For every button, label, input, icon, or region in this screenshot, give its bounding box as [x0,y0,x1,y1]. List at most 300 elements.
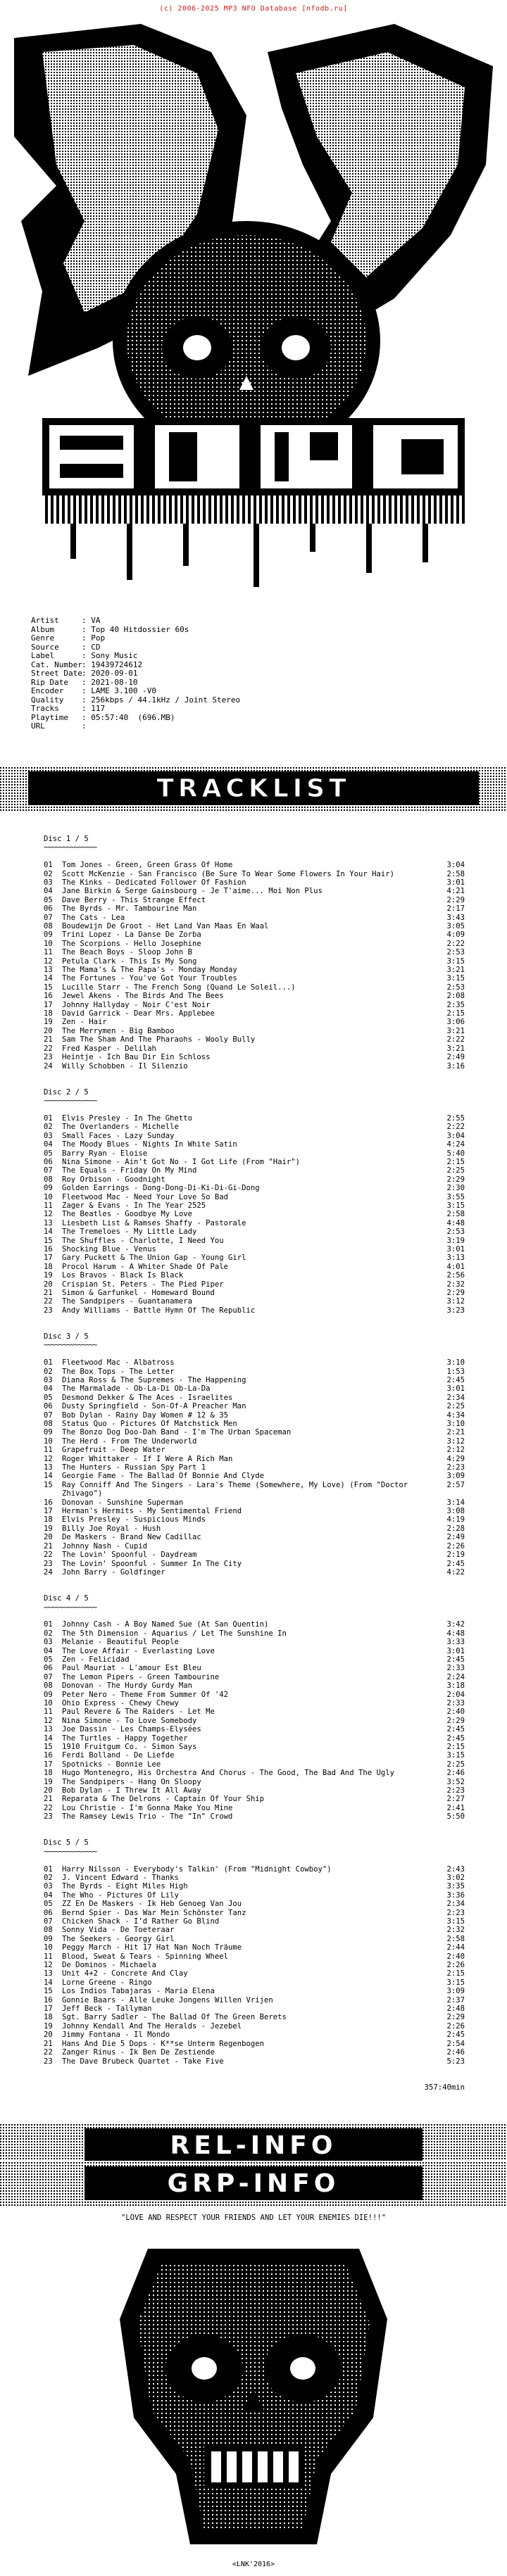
spacer [44,1856,465,1864]
track-row [44,1882,465,1890]
track-row [44,1027,465,1035]
track-number: 16 [44,1751,53,1760]
track-number: 05 [44,1393,53,1402]
track-row [44,1917,465,1926]
release-info-block [31,617,355,731]
track-duration: 2:22 [446,939,465,948]
track-row [44,1743,465,1751]
disc-underline: ~~~~~~~~~~~~~~ [44,1603,97,1612]
track-duration: 2:29 [446,1175,465,1184]
track-number: 21 [44,1035,53,1044]
track-duration: 2:58 [446,869,465,878]
track-number: 16 [44,992,53,1001]
track-row [44,1551,465,1559]
track-row [44,1184,465,1192]
track-duration: 4:24 [446,1140,465,1149]
track-duration: 2:28 [446,1524,465,1533]
info-value: VA [91,616,101,625]
track-number: 04 [44,1384,53,1394]
track-duration: 2:34 [446,1900,465,1909]
track-duration: 2:29 [446,1289,465,1297]
track-row [44,1132,465,1140]
track-title: Ferdi Bolland - De Liefde [62,1751,175,1760]
info-row: URL : [31,721,92,731]
track-number: 07 [44,1917,53,1926]
spacer [44,1830,465,1838]
track-row [44,1524,465,1533]
track-row [44,1725,465,1734]
track-number: 20 [44,1280,53,1289]
copyright-header [0,0,507,13]
track-duration: 3:15 [446,974,465,983]
track-row [44,1140,465,1149]
disc-underline: ~~~~~~~~~~~~~~ [44,1341,97,1350]
track-title: Simon & Garfunkel - Homeward Bound [62,1289,215,1297]
track-number: 08 [44,1420,53,1429]
track-row [44,1778,465,1786]
track-row [44,957,465,966]
track-title: Sgt. Barry Sadler - The Ballad Of The Green Berets [62,2013,287,2022]
track-row [44,1280,465,1289]
track-number: 13 [44,1969,53,1978]
track-number: 08 [44,1926,53,1935]
track-title: Billy Joe Royal - Hush [62,1524,161,1533]
track-duration: 2:26 [446,1541,465,1551]
disc-underline: ~~~~~~~~~~~~~~ [44,1847,97,1856]
track-row [44,1123,465,1131]
track-title: Gonnie Baars - Alle Leuke Jongens Willen Vrijen [62,1995,273,2004]
track-number: 01 [44,861,53,870]
track-duration: 2:15 [446,1157,465,1166]
track-title: Johnny Nash - Cupid [62,1541,148,1551]
track-row [44,1175,465,1184]
dripping-ink [42,495,465,587]
track-number: 04 [44,1140,53,1149]
track-number: 15 [44,1987,53,1996]
track-duration: 3:15 [446,956,465,966]
track-duration: 3:02 [446,1873,465,1882]
track-number: 09 [44,1184,53,1193]
track-number: 01 [44,1864,53,1874]
track-number: 19 [44,1777,53,1786]
track-number: 12 [44,1961,53,1970]
track-title: Donovan - The Hurdy Gurdy Man [62,1681,192,1691]
track-row [44,1455,465,1463]
track-row [44,1149,465,1158]
track-number: 21 [44,1795,53,1804]
track-number: 04 [44,1890,53,1900]
info-value: Pop [91,633,106,643]
info-value: 2021-08-10 [91,677,138,687]
track-duration: 2:30 [446,1184,465,1193]
track-number: 12 [44,1210,53,1219]
track-duration: 2:35 [446,1000,465,1009]
track-title: The Who - Pictures Of Lily [62,1890,179,1900]
track-number: 17 [44,1760,53,1769]
track-number: 20 [44,1026,53,1035]
track-title: The Moody Blues - Nights In White Satin [62,1140,237,1149]
track-row [44,1437,465,1446]
track-title: Bernd Spier - Das War Mein Schönster Tanz [62,1908,246,1917]
disc-section [44,1838,465,2083]
track-row [44,1647,465,1655]
spacer [44,1105,465,1113]
track-title: J. Vincent Edward - Thanks [62,1873,179,1882]
track-number: 09 [44,1428,53,1437]
track-row [44,1969,465,1978]
track-row [44,1158,465,1166]
track-row [44,1053,465,1061]
track-row [44,1673,465,1681]
track-row [44,930,465,939]
track-number: 06 [44,1402,53,1411]
spacer [44,1324,465,1332]
track-number: 05 [44,1900,53,1909]
track-title: The Cats - Lea [62,913,125,922]
track-title: The Dave Brubeck Quartet - Take Five [62,2057,224,2066]
track-row [44,1368,465,1376]
disc-section [44,835,465,1088]
track-duration: 3:04 [446,861,465,870]
track-row [44,1560,465,1568]
track-title: Peggy March - Hit 17 Hat Nan Noch Träume [62,1943,242,1952]
header-skull-artwork [0,10,507,594]
info-row: Tracks : 117 [31,704,106,713]
track-title: Bob Dylan - Rainy Day Women # 12 & 35 [62,1410,228,1420]
track-number: 19 [44,1271,53,1280]
track-row [44,1384,465,1393]
track-number: 03 [44,1375,53,1384]
rel-info-banner-text: REL-INFO [170,2131,337,2160]
track-title: Paul Revere & The Raiders - Let Me [62,1707,215,1717]
track-title: Liesbeth List & Ramses Shaffy - Pastorale [62,1218,246,1227]
track-row [44,2057,465,2066]
track-duration: 2:54 [446,2039,465,2048]
track-duration: 2:45 [446,1655,465,1664]
track-title: Zanger Rinus - Ik Ben De Zestiende [62,2048,215,2057]
info-key: Album [31,624,55,634]
track-number: 06 [44,1157,53,1166]
track-number: 16 [44,1244,53,1254]
track-number: 22 [44,2048,53,2057]
track-number: 13 [44,1218,53,1227]
track-number: 19 [44,2021,53,2031]
track-duration: 2:45 [446,1725,465,1734]
track-duration: 5:23 [446,2057,465,2066]
track-title: Diana Ross & The Supremes - The Happening [62,1375,246,1384]
track-number: 16 [44,1498,53,1507]
track-title: Ray Conniff And The Singers - Lara's Theme (Somewhere, My Love) (From "Doctor Zhivago") [62,1480,408,1498]
track-row [44,948,465,956]
track-row [44,870,465,878]
track-row [44,1717,465,1725]
info-row: Street Date : 2020-09-01 [31,669,138,678]
track-title: Zager & Evans - In The Year 2525 [62,1201,206,1210]
track-row [44,983,465,992]
spacer [44,1350,465,1358]
info-value: Sony Music [91,651,138,660]
track-duration: 2:53 [446,983,465,992]
track-number: 23 [44,1559,53,1568]
track-number: 08 [44,1175,53,1184]
track-number: 15 [44,1480,53,1489]
track-row [44,1263,465,1271]
track-row [44,1655,465,1664]
track-title: Elvis Presley - Suspicious Minds [62,1515,206,1524]
track-number: 20 [44,1533,53,1542]
track-row [44,1114,465,1123]
track-duration: 3:04 [446,1131,465,1140]
track-number: 05 [44,1655,53,1664]
track-number: 18 [44,1262,53,1271]
track-row [44,1961,465,1969]
track-title: Nina Simone - Ain't Got No - I Got Life (From "Hair") [62,1157,301,1166]
track-title: The Bonzo Dog Doo-Dah Band - I'm The Urban Spaceman [62,1428,292,1437]
track-row [44,2022,465,2031]
track-duration: 2:46 [446,2048,465,2057]
track-number: 21 [44,2039,53,2048]
track-number: 21 [44,1541,53,1551]
track-number: 03 [44,1882,53,1891]
track-row [44,1219,465,1227]
track-title: Petula Clark - This Is My Song [62,956,197,966]
info-value: CD [91,642,101,652]
track-number: 18 [44,1515,53,1524]
track-number: 21 [44,1289,53,1297]
track-number: 19 [44,1018,53,1027]
track-row [44,2040,465,2048]
track-title: The Shuffles - Charlotte, I Need You [62,1236,224,1245]
track-duration: 2:46 [446,1769,465,1778]
track-title: The Box Tops - The Letter [62,1367,175,1376]
track-number: 18 [44,2013,53,2022]
track-title: Bob Dylan - I Threw It All Away [62,1786,201,1795]
track-duration: 2:49 [446,1533,465,1542]
track-row [44,1044,465,1053]
track-row [44,1681,465,1690]
track-duration: 3:14 [446,1498,465,1507]
track-title: Boudewijn De Groot - Het Land Van Maas En Waal [62,922,269,931]
track-title: Blood, Sweat & Tears - Spinning Wheel [62,1952,228,1961]
track-duration: 2:23 [446,1463,465,1472]
track-title: Dusty Springfield - Son-Of-A Preacher Man [62,1402,246,1411]
track-duration: 2:45 [446,2031,465,2040]
track-number: 12 [44,956,53,966]
track-title: Jeff Beck - Tallyman [62,2004,152,2014]
info-key: Rip Date [31,677,68,687]
track-row [44,1707,465,1716]
disc-section [44,1594,465,1838]
track-number: 05 [44,895,53,904]
track-row [44,1542,465,1551]
track-duration: 2:41 [446,1803,465,1812]
track-row [44,1201,465,1210]
track-title: De Maskers - Brand New Cadillac [62,1533,201,1542]
track-duration: 5:50 [446,1812,465,1821]
track-number: 02 [44,869,53,878]
track-title: The Ramsey Lewis Trio - The "In" Crowd [62,1812,233,1821]
track-duration: 4:34 [446,1410,465,1420]
track-duration: 4:21 [446,887,465,896]
track-title: Johnny Cash - A Boy Named Sue (At San Quentin) [62,1620,269,1629]
track-title: The Marmalade - Ob-La-Di Ob-La-Da [62,1384,211,1394]
track-duration: 3:09 [446,1472,465,1481]
disc-title: Disc 5 / 5 [44,1838,89,1848]
track-row [44,1358,465,1367]
track-row [44,1227,465,1236]
track-title: Hugo Montenegro, His Orchestra And Chorus - The Good, The Bad And The Ugly [62,1769,394,1778]
track-number: 18 [44,1769,53,1778]
track-duration: 3:19 [446,1236,465,1245]
track-duration: 2:29 [446,895,465,904]
info-key: Street Date [31,669,82,678]
track-duration: 3:43 [446,913,465,922]
track-duration: 2:15 [446,1969,465,1978]
track-row [44,1952,465,1961]
info-key: Label [31,651,55,660]
track-duration: 3:15 [446,1751,465,1760]
track-duration: 3:09 [446,1987,465,1996]
track-row [44,1568,465,1577]
track-duration: 2:53 [446,1227,465,1237]
track-row [44,1394,465,1402]
track-number: 05 [44,1149,53,1158]
track-title: Fred Kasper - Delilah [62,1044,156,1053]
track-title: Scott McKenzie - San Francisco (Be Sure To Wear Some Flowers In Your Hair) [62,869,394,878]
track-duration: 4:48 [446,1629,465,1638]
track-number: 12 [44,1716,53,1725]
track-row [44,1210,465,1218]
track-duration: 2:34 [446,1393,465,1402]
track-title: Golden Earrings - Dong-Dong-Di-Ki-Di-Gi-Dong [62,1184,260,1193]
track-row [44,1289,465,1297]
track-duration: 3:12 [446,1297,465,1306]
track-duration: 2:15 [446,1742,465,1751]
track-duration: 3:16 [446,1061,465,1071]
track-title: Jane Birkin & Serge Gainsbourg - Je T'aime... Moi Non Plus [62,887,323,896]
track-number: 03 [44,1131,53,1140]
track-duration: 3:15 [446,1978,465,1987]
track-row [44,1751,465,1760]
track-duration: 2:44 [446,1943,465,1952]
track-title: John Barry - Goldfinger [62,1567,165,1577]
track-title: The Equals - Friday On My Mind [62,1166,197,1175]
track-title: Dave Berry - This Strange Effect [62,895,206,904]
track-duration: 2:08 [446,992,465,1001]
track-number: 14 [44,1734,53,1743]
track-duration: 2:56 [446,1271,465,1280]
info-value: 2020-09-01 [91,669,138,678]
track-row [44,1926,465,1934]
track-title: Spotnicks - Bonnie Lee [62,1760,161,1769]
track-duration: 3:01 [446,1646,465,1655]
track-row [44,878,465,887]
track-row [44,1515,465,1524]
track-duration: 2:58 [446,1934,465,1943]
track-number: 13 [44,1725,53,1734]
info-row: Quality : 256kbps / 44.1kHz / Joint Stereo [31,695,241,705]
track-number: 03 [44,1638,53,1647]
track-duration: 2:22 [446,1123,465,1132]
track-number: 22 [44,1803,53,1812]
track-number: 06 [44,1908,53,1917]
disc-underline: ~~~~~~~~~~~~~~ [44,843,97,852]
track-title: De Dominos - Michaela [62,1961,156,1970]
track-title: Lucille Starr - The French Song (Quand Le Soleil...) [62,983,296,992]
track-row [44,1795,465,1803]
info-key: Tracks [31,704,59,713]
track-duration: 2:32 [446,1280,465,1289]
track-title: Elvis Presley - In The Ghetto [62,1113,192,1123]
track-row [44,1018,465,1026]
track-title: The Lovin' Spoonful - Daydream [62,1551,197,1560]
track-row [44,974,465,983]
track-number: 15 [44,1742,53,1751]
track-duration: 2:58 [446,1210,465,1219]
track-row [44,1943,465,1952]
track-title: The Mama's & The Papa's - Monday Monday [62,966,237,975]
track-row [44,914,465,922]
track-title: Crispian St. Peters - The Pied Piper [62,1280,224,1289]
track-title: The Lovin' Spoonful - Summer In The City [62,1559,242,1568]
track-duration: 2:25 [446,1402,465,1411]
disc-title: Disc 1 / 5 [44,835,89,843]
track-number: 02 [44,1873,53,1882]
disc-section [44,1088,465,1332]
track-number: 24 [44,1567,53,1577]
info-row: Label : Sony Music [31,651,138,660]
track-row [44,1166,465,1175]
track-title: David Garrick - Dear Mrs. Applebee [62,1009,215,1018]
info-value: 256kbps / 44.1kHz / Joint Stereo [91,695,241,705]
track-duration: 2:33 [446,1698,465,1707]
track-duration: 2:27 [446,1795,465,1804]
info-row: Rip Date : 2021-08-10 [31,677,138,687]
track-title: The Beatles - Goodbye My Love [62,1210,192,1219]
track-title: Roy Orbison - Goodnight [62,1175,165,1184]
track-row [44,1812,465,1821]
track-row [44,1402,465,1410]
info-key: Genre [31,633,55,643]
info-value: 05:57:40 (696.MB) [91,712,175,722]
track-title: Melanie - Beautiful People [62,1638,179,1647]
track-duration: 5:40 [446,1149,465,1158]
track-number: 11 [44,1952,53,1961]
track-duration: 3:21 [446,966,465,975]
track-row [44,861,465,869]
track-duration: 2:12 [446,1446,465,1455]
spacer [44,1071,465,1079]
track-number: 07 [44,913,53,922]
track-duration: 3:55 [446,1192,465,1201]
track-duration: 2:29 [446,1716,465,1725]
track-number: 01 [44,1113,53,1123]
tracklist-banner [0,762,507,815]
track-number: 23 [44,1306,53,1315]
track-row [44,1507,465,1515]
track-row [44,1297,465,1306]
track-title: Status Quo - Pictures Of Matchstick Men [62,1420,237,1429]
track-duration: 2:15 [446,1009,465,1018]
track-number: 13 [44,1463,53,1472]
track-row [44,940,465,948]
track-duration: 4:01 [446,1262,465,1271]
track-number: 07 [44,1166,53,1175]
track-duration: 2:40 [446,1952,465,1961]
track-row [44,1420,465,1428]
track-duration: 2:53 [446,948,465,957]
track-number: 02 [44,1367,53,1376]
